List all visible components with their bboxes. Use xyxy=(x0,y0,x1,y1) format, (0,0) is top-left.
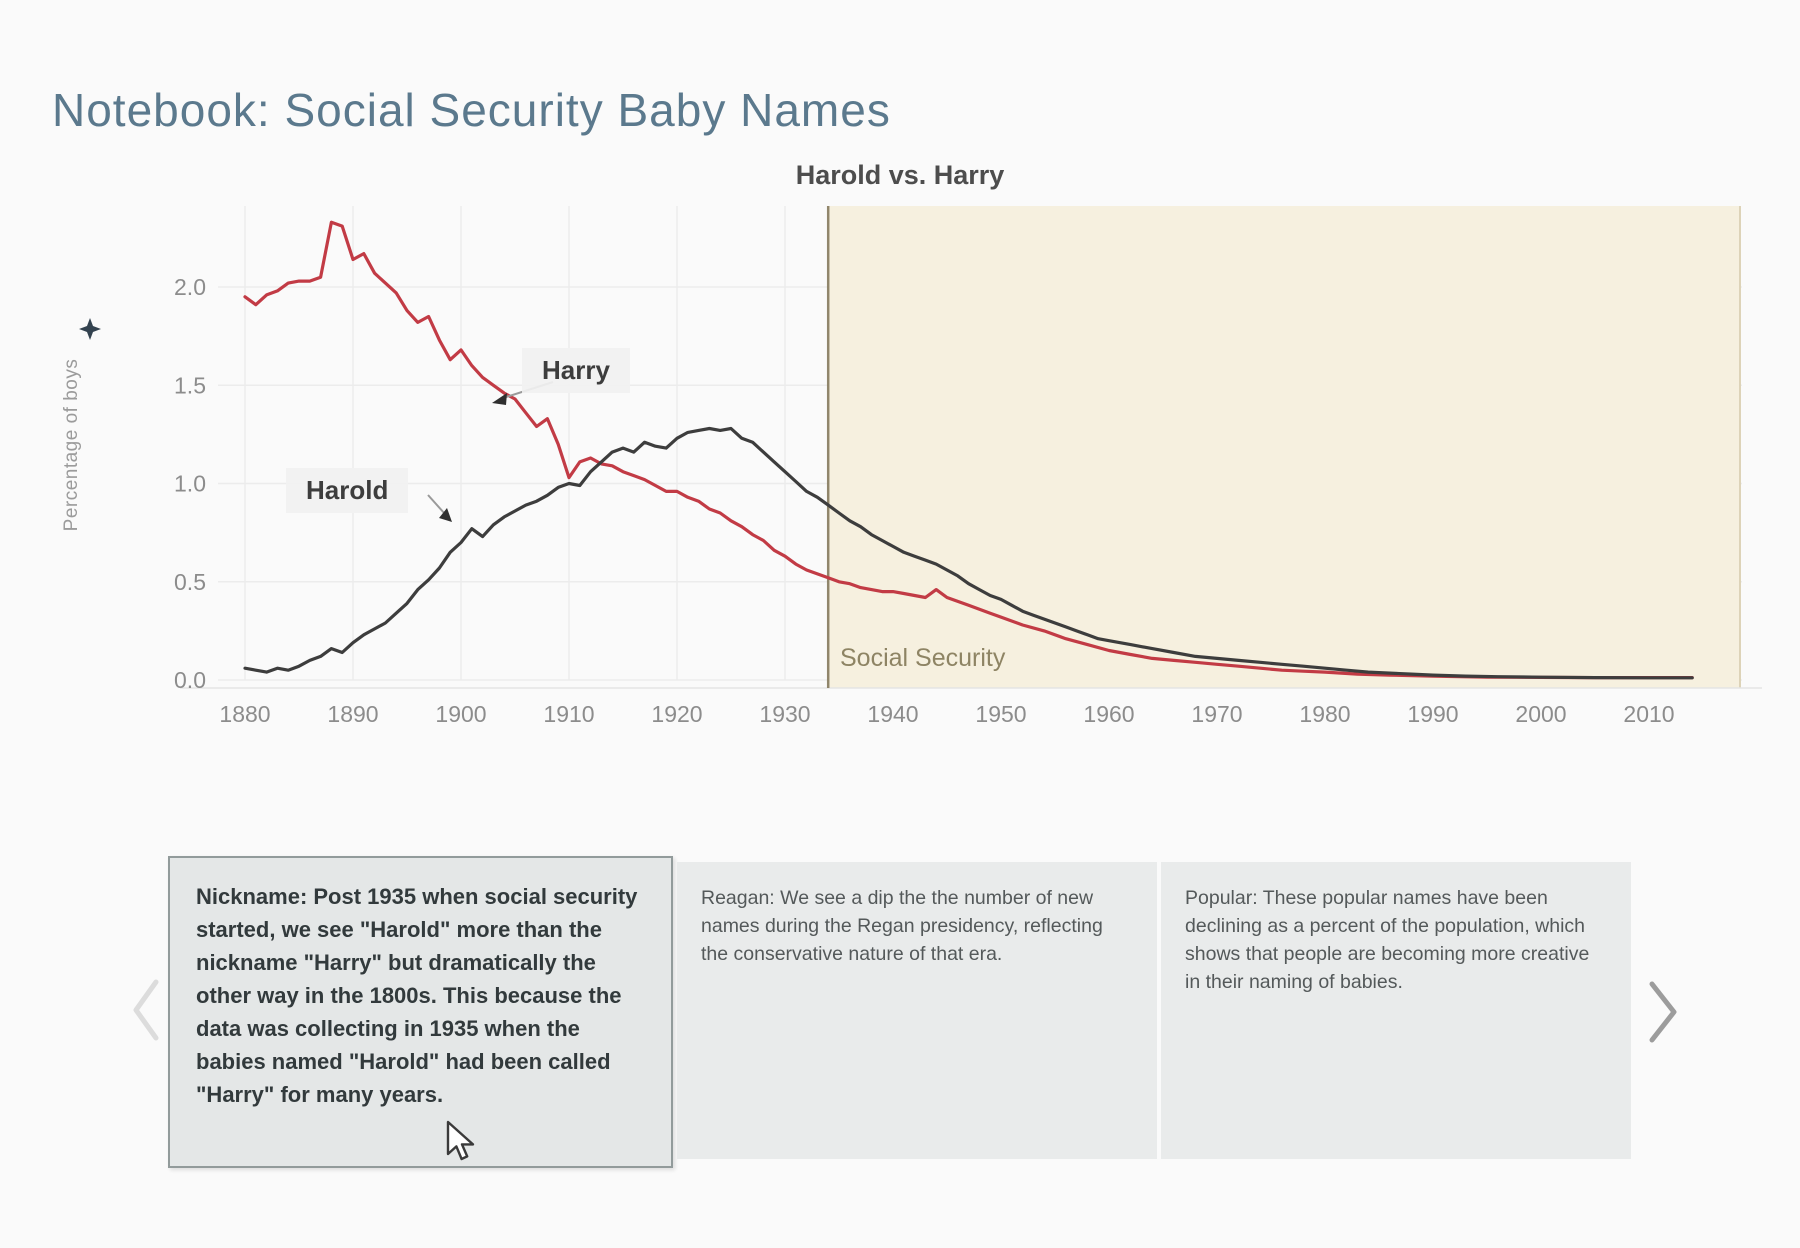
x-tick-label: 1970 xyxy=(1191,701,1243,727)
chart-title: Harold vs. Harry xyxy=(795,160,1005,190)
x-tick-label: 1960 xyxy=(1083,701,1135,727)
x-tick-label: 1930 xyxy=(759,701,811,727)
page-title: Notebook: Social Security Baby Names xyxy=(52,83,891,136)
harry-annotation-arrowhead xyxy=(492,393,507,405)
social-security-region-label: Social Security xyxy=(840,644,1006,672)
harold-annotation-arrow xyxy=(428,495,445,514)
harold-series-label: Harold xyxy=(286,468,408,513)
y-tick-label: 2.0 xyxy=(174,274,206,300)
chevron-right-icon xyxy=(1632,972,1692,1052)
y-axis-label: Percentage of boys xyxy=(61,358,82,532)
line-chart xyxy=(0,130,1800,770)
previous-slide-button[interactable] xyxy=(116,972,176,1052)
y-tick-label: 0.0 xyxy=(174,667,206,693)
chevron-left-icon xyxy=(116,972,176,1052)
social-security-shaded-region xyxy=(828,206,1740,688)
x-tick-label: 2010 xyxy=(1623,701,1675,727)
x-tick-label: 1910 xyxy=(543,701,595,727)
x-tick-label: 1940 xyxy=(867,701,919,727)
story-card-reagan[interactable]: Reagan: We see a dip the the number of new names during the Regan presidency, reflecting the conservative nature of that era. xyxy=(677,862,1157,1159)
x-tick-label: 1950 xyxy=(975,701,1027,727)
x-tick-label: 1890 xyxy=(327,701,379,727)
x-tick-label: 2000 xyxy=(1515,701,1567,727)
y-tick-label: 1.0 xyxy=(174,470,206,497)
x-tick-label: 1880 xyxy=(219,701,271,727)
x-tick-label: 1990 xyxy=(1407,701,1459,727)
y-tick-label: 0.5 xyxy=(174,568,206,595)
y-tick-label: 1.5 xyxy=(174,372,206,399)
x-tick-label: 1900 xyxy=(435,701,487,727)
next-slide-button[interactable] xyxy=(1632,972,1692,1052)
story-card-popular[interactable]: Popular: These popular names have been declining as a percent of the population, which shows that people are becoming more creative in their naming of babies. xyxy=(1161,862,1631,1159)
x-tick-label: 1980 xyxy=(1299,701,1351,727)
harry-series-label: Harry xyxy=(522,348,630,393)
mouse-cursor xyxy=(444,1120,480,1164)
story-card-nickname[interactable]: Nickname: Post 1935 when social security started, we see "Harold" more than the nickname "Harry" but dramatically the other way in the 1800s. This because the data was collecting in 1935 when the babies named "Harold" had been called "Harry" for many years. xyxy=(168,856,673,1168)
x-tick-label: 1920 xyxy=(651,701,703,727)
